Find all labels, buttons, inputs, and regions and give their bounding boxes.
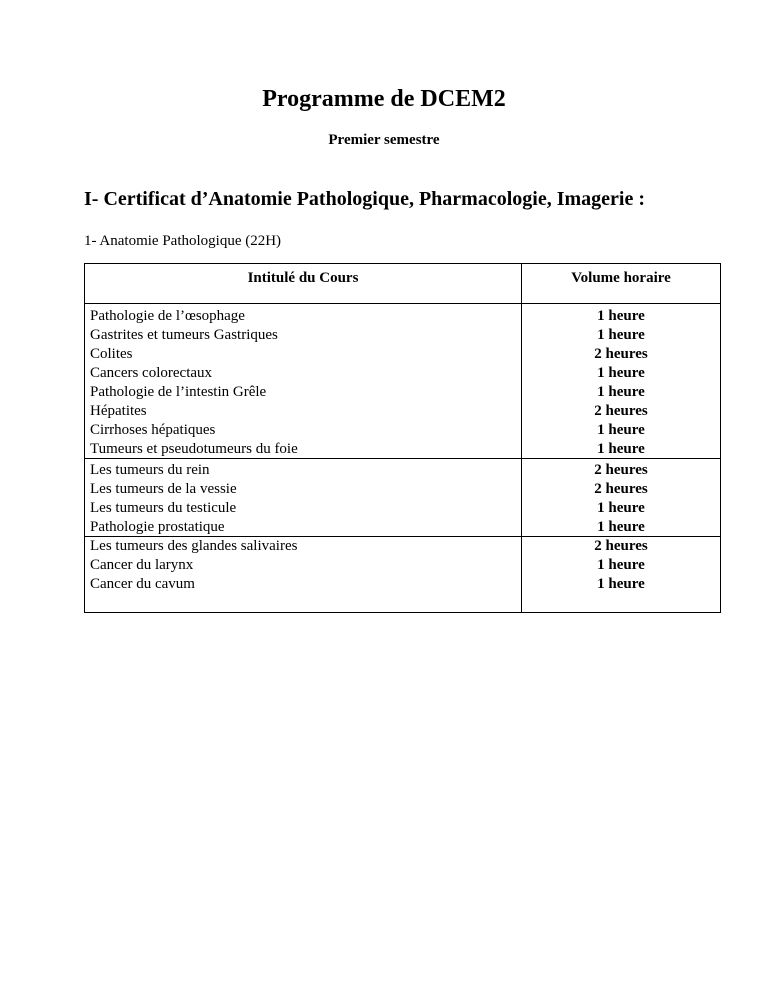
group-divider [85, 536, 720, 537]
course-title: Les tumeurs du testicule [90, 500, 237, 516]
course-volume: 2 heures [594, 346, 648, 362]
subsection-heading: 1- Anatomie Pathologique (22H) [84, 233, 282, 249]
course-title: Les tumeurs du rein [90, 462, 210, 478]
page-subtitle: Premier semestre [328, 132, 440, 148]
course-volume: 1 heure [597, 576, 645, 592]
table-row [85, 383, 720, 402]
table-row [85, 537, 720, 556]
table-row [85, 440, 720, 459]
page-title: Programme de DCEM2 [262, 86, 506, 112]
course-title: Gastrites et tumeurs Gastriques [90, 327, 278, 343]
table-row [85, 326, 720, 345]
course-title: Pathologie prostatique [90, 519, 225, 535]
course-volume: 2 heures [594, 538, 648, 554]
course-volume: 1 heure [597, 519, 645, 535]
course-title: Hépatites [90, 403, 147, 419]
table-row [85, 575, 720, 594]
course-title: Pathologie de l’œsophage [90, 308, 245, 324]
course-volume: 1 heure [597, 308, 645, 324]
course-volume: 1 heure [597, 441, 645, 457]
course-title: Cancers colorectaux [90, 365, 213, 381]
table-row [85, 518, 720, 537]
course-volume: 1 heure [597, 557, 645, 573]
course-volume: 1 heure [597, 365, 645, 381]
header-divider [85, 303, 720, 304]
course-volume: 2 heures [594, 481, 648, 497]
table-row [85, 499, 720, 518]
course-volume: 1 heure [597, 327, 645, 343]
table-row [85, 345, 720, 364]
course-title: Les tumeurs des glandes salivaires [90, 538, 298, 554]
header-course: Intitulé du Cours [247, 270, 359, 286]
course-volume: 1 heure [597, 384, 645, 400]
table-row [85, 556, 720, 575]
table-row [85, 307, 720, 326]
course-title: Cancer du larynx [90, 557, 194, 573]
course-title: Colites [90, 346, 133, 362]
header-volume: Volume horaire [571, 270, 671, 286]
course-volume: 2 heures [594, 462, 648, 478]
section-heading: I- Certificat d’Anatomie Pathologique, Pharmacologie, Imagerie : [84, 188, 645, 210]
table-row [85, 461, 720, 480]
course-title: Cancer du cavum [90, 576, 195, 592]
table-row [85, 480, 720, 499]
table-row [85, 402, 720, 421]
group-divider [85, 458, 720, 459]
course-title: Les tumeurs de la vessie [90, 481, 237, 497]
course-title: Tumeurs et pseudotumeurs du foie [90, 441, 298, 457]
course-volume: 1 heure [597, 500, 645, 516]
table-row [85, 421, 720, 440]
course-title: Cirrhoses hépatiques [90, 422, 216, 438]
course-table [84, 263, 721, 613]
course-volume: 2 heures [594, 403, 648, 419]
course-volume: 1 heure [597, 422, 645, 438]
course-title: Pathologie de l’intestin Grêle [90, 384, 267, 400]
table-row [85, 364, 720, 383]
